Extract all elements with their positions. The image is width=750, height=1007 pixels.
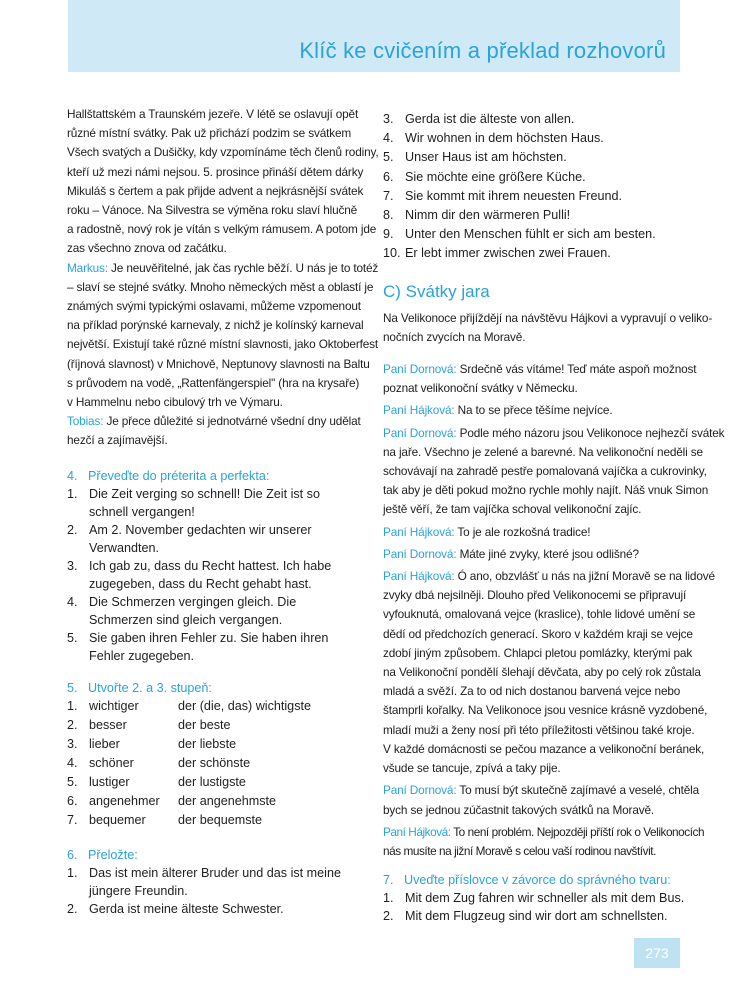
text-line: zas všechno znova od začátku. <box>67 241 227 256</box>
text-line: (říjnová slavnost) v Mnichově, Neptunovy slavnosti na Baltu <box>67 356 370 371</box>
speaker-name: Paní Dornová: <box>383 362 457 377</box>
text-line: a radostně, nový rok je vítán s velkým rámusem. A potom jde <box>67 222 377 237</box>
text-line: hezčí a zajímavější. <box>67 433 168 448</box>
table-row: 2. besser der beste <box>67 717 231 732</box>
speech-text: Je přece důležité si jednotvárné všední dny udělat <box>103 414 361 429</box>
text-line: různé místní svátky. Pak už přichází podzim se svátkem <box>67 126 352 141</box>
table-row: 1. wichtiger der (die, das) wichtigste <box>67 698 311 713</box>
exercise-7-heading: 7. Uveďte příslovce v závorce do správného tvaru: <box>383 873 671 888</box>
dialog-turn: Paní Dornová: Máte jiné zvyky, které jsou odlišné? <box>383 546 639 561</box>
exercise-5-table <box>67 697 365 830</box>
list-item: 10. Er lebt immer zwischen zwei Frauen. <box>383 246 611 261</box>
dialog-turn: Paní Hájková: To není problém. Nejpozději příští rok o Velikonocích nás musíte na jižní Moravě s celou vaší rodinou navštívit. <box>383 824 705 858</box>
text-line: Na Velikonoce přijíždějí na návštěvu Hájkovi a vypravují o veliko- <box>383 310 713 325</box>
list-item: 1. Mit dem Zug fahren wir schneller als mit dem Bus. <box>383 891 685 906</box>
text-line: s průvodem na vodě, „Rattenfängerspiel" (hra na krysaře) <box>67 375 360 390</box>
speaker-name: Paní Dornová: <box>383 425 457 440</box>
exercise-5-heading: 5. Utvořte 2. a 3. stupeň: <box>67 680 212 695</box>
dialog-turn: Paní Dornová: Srdečně vás vítáme! Teď máte aspoň možnost poznat velikonoční svátky v Německu. <box>383 362 697 396</box>
dialog-turn: Paní Hájková: To je ale rozkošná tradice! <box>383 524 591 539</box>
dialog-tobias <box>67 412 365 450</box>
list-item: 4. Die Schmerzen vergingen gleich. Die Schmerzen sind gleich vergangen. <box>67 594 297 627</box>
list-item: 9. Unter den Menschen fühlt er sich am besten. <box>383 227 656 242</box>
speaker-name: Paní Hájková: <box>383 569 455 584</box>
list-item: 2. Mit dem Flugzeug sind wir dort am schnellsten. <box>383 909 668 924</box>
text-line: Všech svatých a Dušičky, kdy vzpomínáme těch členů rodiny, <box>67 145 379 160</box>
text-line <box>67 259 379 278</box>
list-item: 1. Das ist mein älterer Bruder und das ist meine jüngere Freundin. <box>67 865 341 898</box>
dialog-turn: Paní Hájková: Ó ano, obzvlášť u nás na jižní Moravě se na lidové zvyky dbá nejsilněji. Dlouho před Velikonocemi se připravují vyfouknutá, omalovaná vejce (kraslice), tohle lidové umění se dědí od předchozích generací. Skoro v každém kraji se vejce zdobí jiným způsobem. Chlapci pletou pomlázky, kterými pak na Velikonoční pondělí šlehají děvčata, aby po celý rok zůstala mladá a svěží. Za to od nich dostanou barvená vejce nebo štamprli kořalky. Na Velikonoce jsou vesnice krásně vyzdobené, mladí muži a ženy nosí při této příležitosti většinou také kroje. V každé domácnosti se pečou mazance a velikonoční beránek, všude se tancuje, zpívá a taky pije. <box>383 569 715 776</box>
speaker-name: Paní Hájková: <box>383 524 455 539</box>
text-line: Hallštattském a Traunském jezeře. V létě se oslavují opět <box>67 107 359 121</box>
speaker-name: Paní Hájková: <box>383 403 455 418</box>
speaker-name: Tobias: <box>67 414 104 429</box>
exercise-6-list <box>67 864 365 918</box>
dialog-markus <box>67 259 379 413</box>
list-item: 3. Ich gab zu, dass du Recht hattest. Ich habe zugegeben, dass du Recht gehabt hast. <box>67 558 332 591</box>
text-line <box>67 412 365 431</box>
text-line: roku – Vánoce. Na Silvestra se výměna roku slaví hlučně <box>67 203 358 218</box>
right-column <box>383 110 725 925</box>
speaker-name: Paní Dornová: <box>383 783 457 798</box>
text-line: – slaví se stejné svátky. Mnoho německých měst a oblastí je <box>67 279 374 294</box>
section-c-title: C) Svátky jara <box>383 281 490 301</box>
speaker-name: Markus: <box>67 260 108 275</box>
exercise-4-list <box>67 485 365 665</box>
exercise-6-heading: 6. Přeložte: <box>67 847 138 862</box>
speaker-name: Paní Hájková: <box>383 824 451 839</box>
dialog <box>383 360 725 861</box>
list-item: 3. Gerda ist die älteste von allen. <box>383 112 575 126</box>
list-item: 6. Sie möchte eine größere Küche. <box>383 169 586 184</box>
speech-text: Je neuvěřitelné, jak čas rychle běží. U nás je to totéž <box>107 260 379 275</box>
table-row: 4. schöner der schönste <box>67 755 251 770</box>
page-number-box <box>634 938 680 968</box>
dialog-turn: Paní Dornová: Podle mého názoru jsou Velikonoce nejhezčí svátek na jaře. Všechno je zelené a barevné. Na velikonoční neděli se schovávají na zahradě pestře pomalovaná vajíčka a cukrovinky, tak aby je děti pokud možno rychle mohly najít. Náš vnuk Simon ještě věří, že tam vajíčka schoval velikonoční zajíc. <box>383 425 725 517</box>
page-title: Klíč ke cvičením a překlad rozhovorů <box>299 38 666 63</box>
text-line: známých svými typickými oslavami, můžeme vzpomenout <box>67 299 361 314</box>
speaker-name: Paní Dornová: <box>383 546 457 561</box>
text-line: Mikuláš s čertem a pak přijde advent a nejkrásnější svátek <box>67 183 364 198</box>
text-line: na příklad porýnské karnevaly, z nichž je kolínský karneval <box>67 318 364 333</box>
list-item: 5. Sie gaben ihren Fehler zu. Sie haben ihren Fehler zugegeben. <box>67 630 329 663</box>
exercise-6-list-continued <box>383 110 683 264</box>
table-row: 6. angenehmer der angenehmste <box>67 793 277 808</box>
left-column <box>67 105 379 918</box>
text-line: největší. Existují také různé místní slavnosti, jako Oktoberfest <box>67 337 379 352</box>
header-band <box>68 0 680 72</box>
list-item: 8. Nimm dir den wärmeren Pulli! <box>383 208 571 223</box>
table-row: 5. lustiger der lustigste <box>67 774 246 789</box>
exercise-7-list <box>383 889 683 925</box>
section-c-intro <box>383 309 713 347</box>
list-item: 2. Am 2. November gedachten wir unserer Verwandten. <box>67 522 312 555</box>
list-item: 2. Gerda ist meine älteste Schwester. <box>67 901 284 916</box>
table-row: 7. bequemer der bequemste <box>67 812 263 827</box>
list-item: 7. Sie kommt mit ihrem neuesten Freund. <box>383 188 622 203</box>
text-line: kteří už mezi námi nejsou. 5. prosince přináší dětem dárky <box>67 164 364 179</box>
table-row: 3. lieber der liebste <box>67 736 237 751</box>
exercise-4-heading: 4. Převeďte do préterita a perfekta: <box>67 468 270 483</box>
text-line: v Hammelnu nebo cibulový trh ve Výmaru. <box>67 395 283 410</box>
list-item: 1. Die Zeit verging so schnell! Die Zeit ist so schnell vergangen! <box>67 486 320 519</box>
list-item: 4. Wir wohnen in dem höchsten Haus. <box>383 131 604 146</box>
list-item: 5. Unser Haus ist am höchsten. <box>383 150 567 165</box>
dialog-turn: Paní Dornová: To musí být skutečně zajímavé a veselé, chtěla bych se jednou zúčastnit takových svátků na Moravě. <box>383 783 700 817</box>
page-number: 273 <box>645 945 669 961</box>
intro-paragraph <box>67 105 379 259</box>
dialog-turn: Paní Hájková: Na to se přece těšíme nejvíce. <box>383 403 613 418</box>
text-line: nočních zvycích na Moravě. <box>383 329 526 344</box>
